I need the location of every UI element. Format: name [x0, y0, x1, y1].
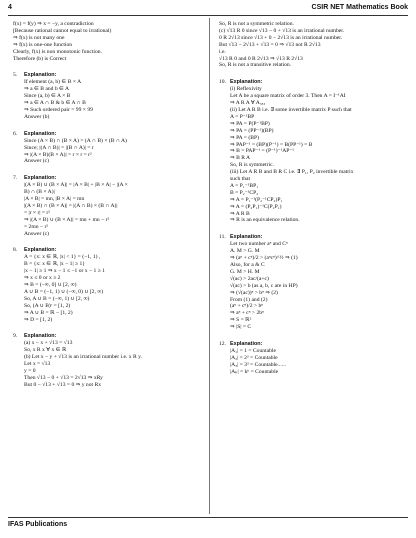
- explanation-item: [13, 333, 203, 388]
- spacer: [13, 165, 203, 175]
- explanation-line: B) ∩ (B × A)|: [24, 189, 55, 196]
- spacer: [13, 62, 203, 72]
- explanation-line: From (1) and (2): [230, 296, 268, 303]
- spacer: [219, 331, 409, 341]
- spacer: [219, 224, 409, 234]
- explanation-line: |(A × B) ∪ (B × A)| = |A × B| + |B × A| − |(A ×: [24, 182, 128, 189]
- explanation-line: ⇒ Such ordered pair = 99 × 99: [24, 106, 93, 113]
- explanation-heading: Explanation:: [24, 175, 57, 182]
- explanation-line: ⇒ |(A × B) ∪ (B × A)| = mn + mn − r²: [24, 216, 110, 223]
- explanation-line: ⇒ A = P₁⁻¹(P₂⁻¹CP₂)P₁: [230, 196, 283, 203]
- explanation-line: Since; |(A ∩ B)| = |(B ∩ A)| = r: [24, 144, 94, 151]
- intro-line: ⇒ f(x) is not many one: [13, 34, 65, 41]
- explanation-line: A ∪ B = (−1, 1) ∪ (−∞, 0) ∪ [2, ∞): [24, 288, 104, 295]
- intro-line: Therefore (b) is Correct: [13, 55, 67, 62]
- explanation-line: ⇒ B R A: [230, 155, 251, 162]
- intro-line: ⇒ f(x) is one-one function: [13, 41, 73, 48]
- explanation-line: So, R is symmetric.: [230, 162, 274, 169]
- right-column: [219, 21, 409, 376]
- explanation-line: A. M > G. M: [230, 248, 260, 255]
- explanation-line: Answer (c): [24, 230, 50, 237]
- explanation-line: A = {x: x ∈ ℝ, |x| < 1} = (−1, 1) ,: [24, 254, 101, 261]
- explanation-line: So, x R x ∀ x ∈ ℝ: [24, 347, 67, 354]
- explanation-line: ⇒ A R A ∀ A₃ₓ₃: [230, 100, 266, 107]
- explanation-line: Let two number aⁿ and Cⁿ: [230, 241, 288, 248]
- explanation-line: |A₂| = 2² = Countable: [230, 354, 278, 361]
- explanation-line: But 0 − √13 + √13 = 0 ⇒ y not Rx: [24, 381, 102, 388]
- item-number: 5.: [13, 72, 18, 79]
- item-number: 8.: [13, 247, 18, 254]
- explanation-line: G. M > H. M: [230, 268, 260, 275]
- item-number: 11.: [219, 234, 226, 241]
- explanation-item: [13, 175, 203, 237]
- spacer: [219, 69, 409, 79]
- explanation-line: (a) x − x + √13 = √13: [24, 340, 73, 347]
- explanation-line: ⇒ R is an equivalence relation.: [230, 217, 300, 224]
- explanation-line: A = P⁻¹BP: [230, 113, 255, 120]
- left-column: [13, 21, 203, 389]
- explanation-line: ⇒ PA = (PP⁻¹)(BP): [230, 127, 274, 134]
- explanation-heading: Explanation:: [24, 247, 57, 254]
- explanation-line: Then √13 − 0 + √13 = 2√13 ⇒ xRy: [24, 374, 103, 381]
- explanation-line: |A × B| = mn, |B × A| = mn: [24, 196, 85, 203]
- spacer: [13, 323, 203, 333]
- explanation-line: So, (A ∪ B)ᶜ = [1, 2): [24, 302, 71, 309]
- explanation-line: Let x = √13: [24, 361, 51, 368]
- explanation-line: (iii) Let A R B and B R C i.e. ∃ P₁, P₂ invertible matrix: [230, 169, 354, 176]
- item-number: 9.: [13, 333, 18, 340]
- item-number: 10.: [219, 79, 226, 86]
- explanation-line: ⇒ (aⁿ + cⁿ)/2 > (aⁿcⁿ)^½ ⇒ (1): [230, 255, 298, 262]
- explanation-line: ⇒ (√(ac))ⁿ > bⁿ ⇒ (2): [230, 289, 278, 296]
- explanation-line: So, A ∪ B = (−∞, 1) ∪ [2, ∞): [24, 295, 90, 302]
- explanation-line: = 2mn − r²: [24, 223, 48, 230]
- explanation-line: (i) Reflexivity: [230, 86, 262, 93]
- explanation-line: ⇒ A R B: [230, 210, 250, 217]
- explanation-line: y = 0: [24, 367, 36, 374]
- explanation-line: √(ac) > 2ac/(a+c): [230, 275, 269, 282]
- explanation-line: ⇒ PA = (BP): [230, 134, 259, 141]
- explanation-line: ⇒ PA = P(P⁻¹BP): [230, 120, 270, 127]
- footer-rule: [8, 517, 408, 518]
- item-number: 6.: [13, 130, 18, 137]
- intro-line: (c) √13 R 0 since √13 − 0 + √13 is an irrational number.: [219, 27, 345, 34]
- explanation-heading: Explanation:: [24, 130, 57, 137]
- explanation-line: ⇒ a ∈ B and b ∈ A: [24, 86, 70, 93]
- spacer: [13, 121, 203, 131]
- intro-line: Clearly, f(x) is non monotonic function.: [13, 48, 102, 55]
- explanation-item: [219, 79, 409, 224]
- explanation-line: ⇒ a ∈ A ∩ B & b ∈ A ∩ B: [24, 100, 86, 107]
- explanation-line: ⇒ |(A × B)(B × A)| = r × r = r²: [24, 151, 92, 158]
- explanation-line: (aⁿ + cⁿ)/2 > bⁿ: [230, 303, 264, 310]
- explanation-line: ⇒ A ∪ B = ℝ − [1, 2): [24, 309, 73, 316]
- explanation-line: Answer (c): [24, 158, 50, 165]
- explanation-heading: Explanation:: [230, 341, 263, 348]
- explanation-line: (b) Let x − y + √13 is an irrational number i.e. x R y.: [24, 354, 142, 361]
- intro-line: f(x) = f(y) ⇒ x = −y, a contradiction: [13, 21, 94, 27]
- item-number: 12.: [219, 341, 226, 348]
- explanation-line: |(A × B) ∩ (B × A)| = |(A ∩ B) × (B ∩ A)|: [24, 202, 118, 209]
- item-number: 7.: [13, 175, 18, 182]
- intro-line: √13 R 0 and 0 R 2√13 ⇒ √13 R 2√13: [219, 55, 303, 62]
- intro-line: But √13 − 2√13 + √13 = 0 ⇒ √13 not R 2√13: [219, 41, 321, 48]
- explanation-line: |A₃| = 3³ = Countable......: [230, 361, 286, 368]
- intro-line: 0 R 2√13 since √13 + 0 − 2√13 is an irrational number.: [219, 34, 343, 41]
- explanation-item: [219, 341, 409, 376]
- explanation-line: ⇒ x ≤ 0 or x ≥ 2: [24, 275, 61, 282]
- explanation-item: [13, 131, 203, 166]
- explanation-line: If element (a, b) ∈ B × A: [24, 79, 82, 86]
- book-title: CSIR NET Mathematics Book: [311, 4, 408, 11]
- header-rule: [8, 15, 408, 16]
- explanation-heading: Explanation:: [230, 234, 263, 241]
- explanation-line: A = P₁⁻¹BP₁: [230, 182, 259, 189]
- intro-line: So, R is not a symmetric relation.: [219, 21, 294, 27]
- explanation-line: ⇒ A = (P₂P₁)⁻¹C(P₂P₁): [230, 203, 282, 210]
- explanation-line: B = {x: x ∈ ℝ, |x − 1| ≥ 1}: [24, 261, 85, 268]
- explanation-item: [13, 72, 203, 120]
- explanation-line: |Aₖ| = kᵏ = Countable: [230, 368, 279, 375]
- intro-line: So, R is not a transitive relation.: [219, 62, 292, 69]
- explanation-line: Since (a, b) ∈ A × B: [24, 93, 71, 100]
- explanation-heading: Explanation:: [24, 333, 57, 340]
- explanation-line: Since (A × B) ∩ (B × A) = (A ∩ B) × (B ∩ A): [24, 137, 127, 144]
- intro-line: [Because rational cannot equal to irrational): [13, 27, 112, 34]
- explanation-item: [13, 247, 203, 323]
- explanation-line: Let A be a square matrix of order 3. Then A = I⁻¹AI: [230, 93, 346, 100]
- explanation-line: ⇒ S = ℝ²: [230, 317, 252, 324]
- explanation-line: = |r × r| = r²: [24, 209, 50, 216]
- explanation-item: [219, 234, 409, 331]
- explanation-line: ⇒ D = [1, 2): [24, 316, 53, 323]
- explanation-heading: Explanation:: [24, 72, 57, 79]
- explanation-line: (ii) Let A R B i.e. ∃ some invertible matrix P such that: [230, 106, 352, 113]
- explanation-heading: Explanation:: [230, 79, 263, 86]
- explanation-line: Answer (b): [24, 113, 50, 120]
- explanation-line: ⇒ B = (−∞, 0] ∪ [2, ∞): [24, 282, 77, 288]
- spacer: [13, 237, 203, 247]
- explanation-line: |x − 1| ≥ 1 ⇒ x − 1 ≤ −1 or x − 1 ≥ 1: [24, 268, 105, 275]
- page-number: 4: [8, 4, 12, 11]
- explanation-line: ⇒ |S| = C: [230, 324, 252, 331]
- explanation-line: ⇒ PAP⁻¹ = (BP)(P⁻¹) = B(PP⁻¹) = B: [230, 141, 313, 148]
- column-divider: [209, 18, 210, 514]
- explanation-line: B = P₂⁻¹CP₂: [230, 189, 259, 196]
- explanation-line: |A₁| = 1 = Countable: [230, 347, 276, 354]
- intro-line: i.e.: [219, 48, 226, 55]
- explanation-line: such that: [230, 176, 251, 183]
- explanation-line: √(ac) > b (as a, b, c are in HP): [230, 282, 298, 289]
- explanation-line: Also, for a & C: [230, 262, 265, 268]
- footer-publisher: IFAS Publications: [8, 521, 68, 528]
- explanation-line: ⇒ B = PAP⁻¹ = (P⁻¹)⁻¹AP⁻¹: [230, 148, 294, 155]
- explanation-line: ⇒ aⁿ + cⁿ > 2bⁿ: [230, 310, 264, 317]
